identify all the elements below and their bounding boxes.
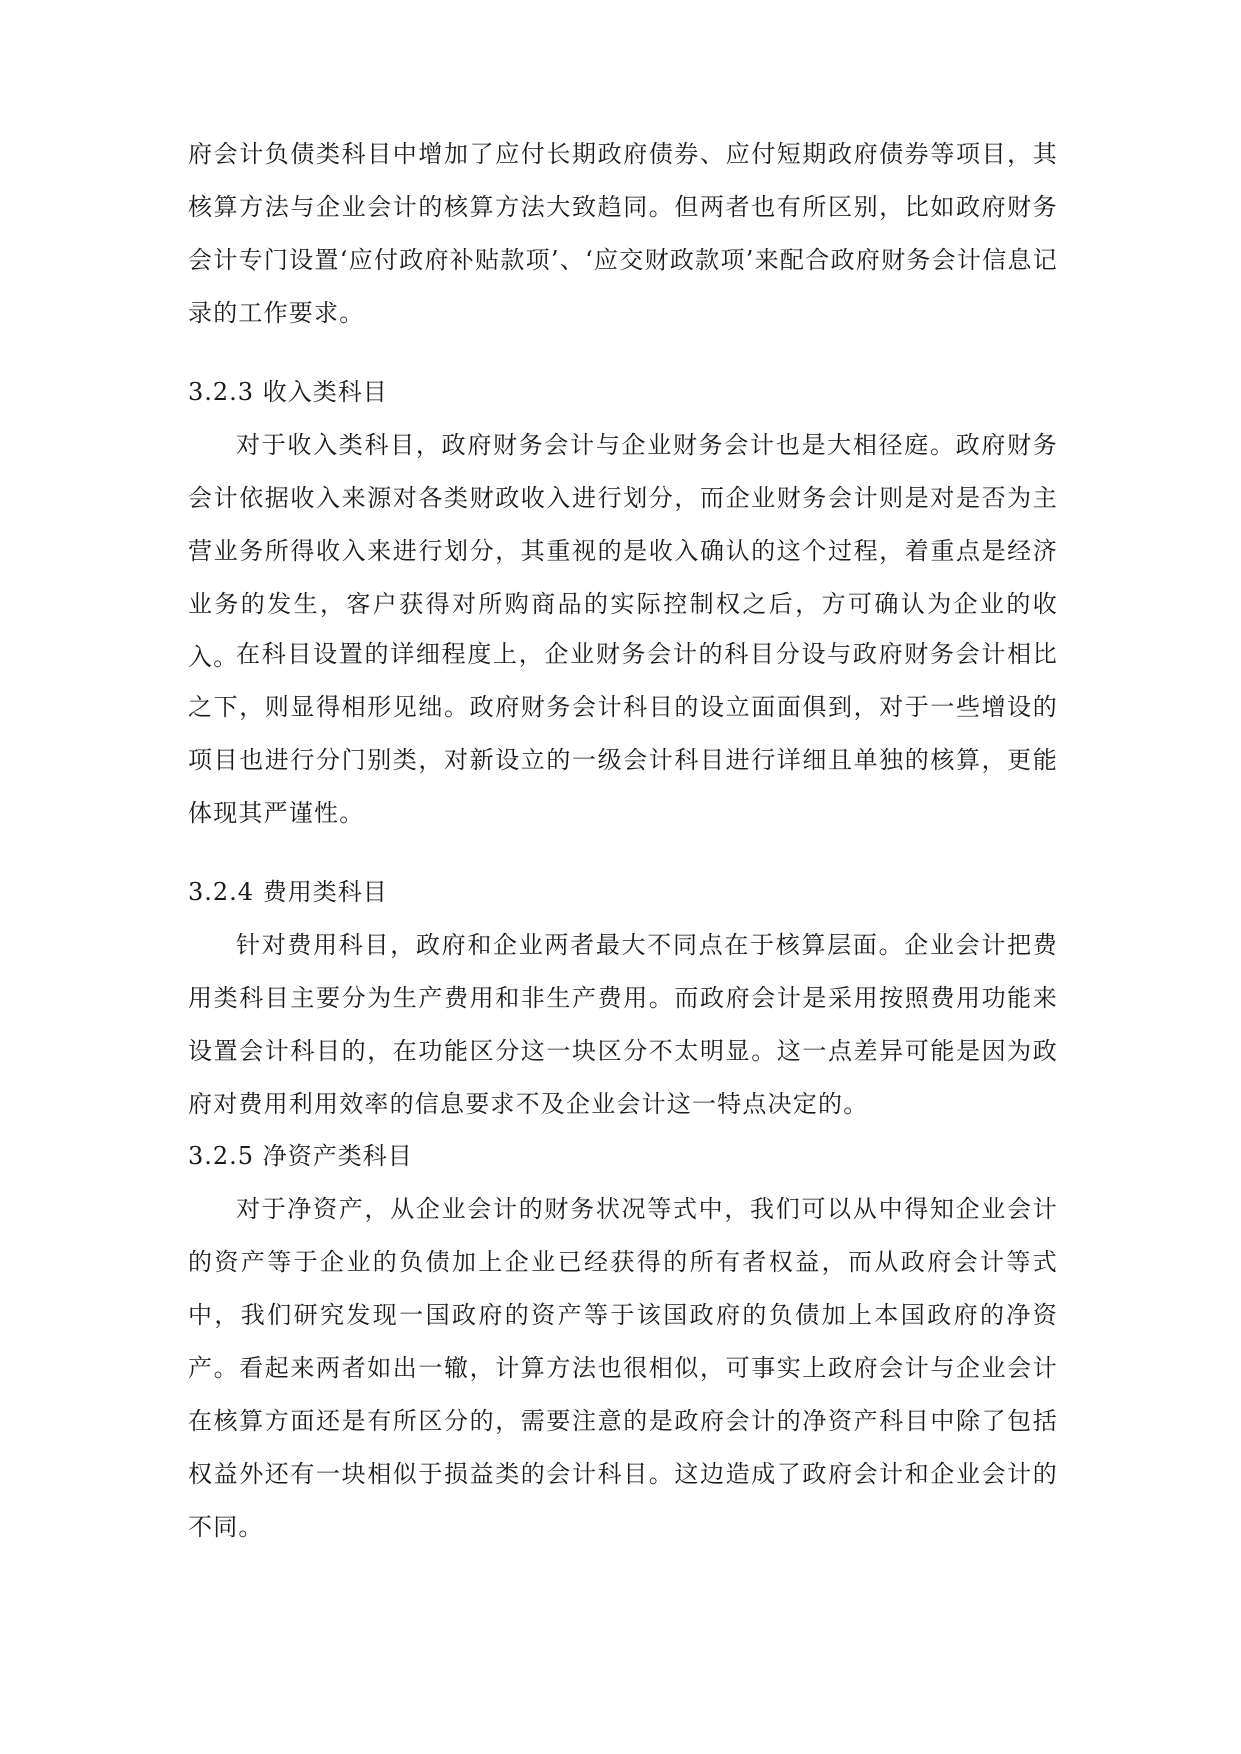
section-3-2-3-paragraph-1: 对于收入类科目，政府财务会计与企业财务会计也是大相径庭。政府财务会计依据收入来源对各类财政收入进行划分，而企业财务会计则是对是否为主营业务所得收入来进行划分，其重视的是收入确认的这个过程，着重点是经济业务的发生，客户获得对所购商品的实际控制权之后，方可确认为企业的收入。 bbox=[188, 431, 1058, 671]
section-heading-3-2-5: 3.2.5 净资产类科目 bbox=[188, 1142, 413, 1170]
section-3-2-4-paragraph-1: 针对费用科目，政府和企业两者最大不同点在于核算层面。企业会计把费用类科目主要分为生产费用和非生产费用。而政府会计是采用按照费用功能来设置会计科目的，在功能区分这一块区分不太明显。这一点差异可能是因为政府对费用利用效率的信息要求不及企业会计这一特点决定的。 bbox=[188, 931, 1058, 1118]
intro-paragraph: 府会计负债类科目中增加了应付长期政府债券、应付短期政府债券等项目，其核算方法与企业会计的核算方法大致趋同。但两者也有所区别，比如政府财务会计专门设置‘应付政府补贴款项’、‘应交财政款项’来配合政府财务会计信息记录的工作要求。 bbox=[188, 140, 1058, 327]
section-heading-3-2-3: 3.2.3 收入类科目 bbox=[188, 378, 388, 406]
section-3-2-3-paragraph-2: 在科目设置的详细程度上，企业财务会计的科目分设与政府财务会计相比之下，则显得相形见绌。政府财务会计科目的设立面面俱到，对于一些增设的项目也进行分门别类，对新设立的一级会计科目进行详细且单独的核算，更能体现其严谨性。 bbox=[188, 640, 1058, 827]
section-heading-3-2-4: 3.2.4 费用类科目 bbox=[188, 878, 388, 906]
section-3-2-5-paragraph-1: 对于净资产，从企业会计的财务状况等式中，我们可以从中得知企业会计的资产等于企业的负债加上企业已经获得的所有者权益，而从政府会计等式中，我们研究发现一国政府的资产等于该国政府的负债加上本国政府的净资产。看起来两者如出一辙，计算方法也很相似，可事实上政府会计与企业会计在核算方面还是有所区分的，需要注意的是政府会计的净资产科目中除了包括权益外还有一块相似于损益类的会计科目。这边造成了政府会计和企业会计的不同。 bbox=[188, 1195, 1058, 1541]
